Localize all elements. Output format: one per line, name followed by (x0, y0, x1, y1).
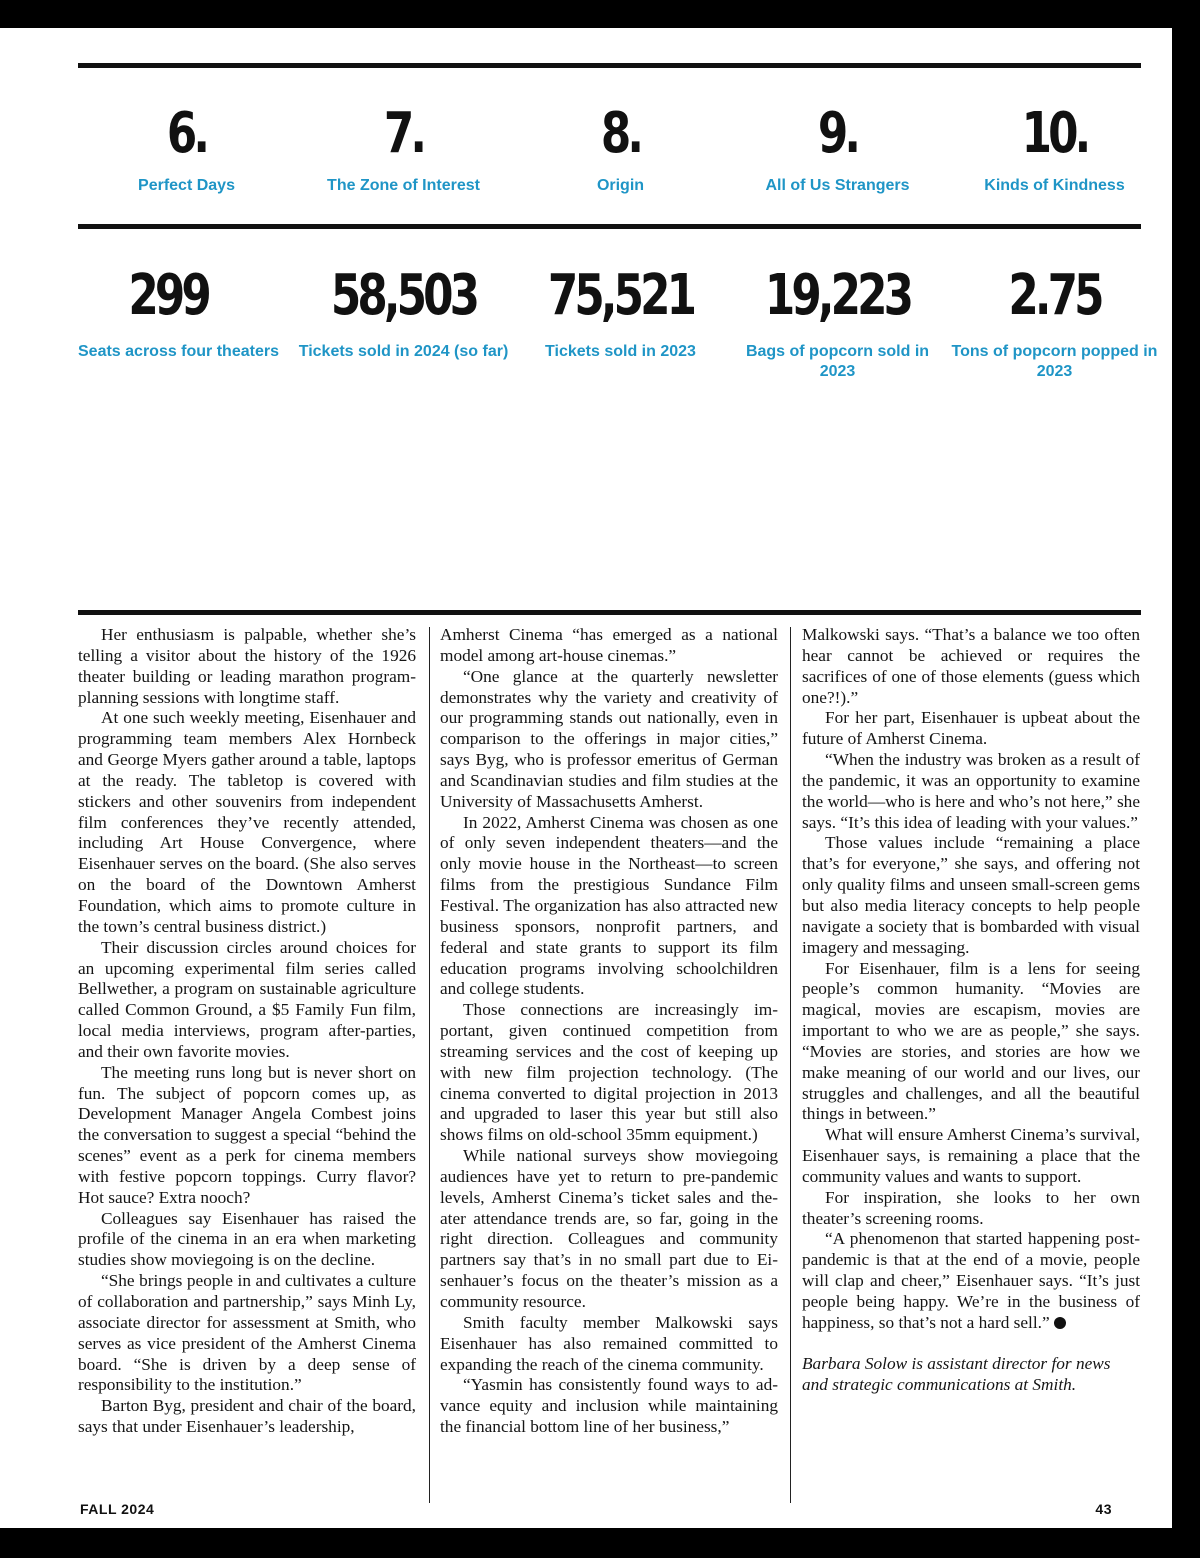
paragraph: Barton Byg, president and chair of the board, says that under Eisenhauer’s leadership, (78, 1396, 416, 1437)
film-title: Perfect Days (138, 177, 235, 194)
paragraph: While national surveys show moviegoing audiences have yet to return to pre-pandemic levels, Amherst Cinema’s ticket sales and theater attendance trends are, so far, going in the right direction. Colleagues and community partners say that’s in no small part due to Eisenhauer’s focus on the theater’s mission as a community resource. (440, 1146, 778, 1311)
paragraph: Malkowski says. “That’s a balance we too often hear cannot be achieved or requires the sacrifices of one of those elements (guess which one?!).” (802, 625, 1140, 707)
film-title: Kinds of Kindness (984, 177, 1125, 194)
paragraph: At one such weekly meeting, Eisenhauer and programming team members Alex Hornbeck and George Myers gather around a table, laptops at the ready. The tabletop is covered with stickers and other souvenirs from independent film conferences they’ve recently attended, including Art House Convergence, where Eisenhauer serves on the board. (She also serves on the board of the Downtown Amherst Foundation, which aims to promote culture in the town’s central business district.) (78, 708, 416, 936)
magazine-page (0, 28, 1172, 1528)
article-column-2 (440, 625, 778, 1438)
stat-label: Bags of popcorn sold in 2023 (745, 343, 930, 380)
paragraph: “When the industry was broken as a result of the pandemic, it was an opportunity to examine the world—who is here and who’s not here,” she says. “It’s this idea of leading with your values.” (802, 750, 1140, 832)
film-title: Origin (596, 177, 645, 194)
paragraph: Her enthusiasm is palpable, whether she’s telling a visitor about the history of the 1926 theater building or leading marathon program-planning sessions with longtime staff. (78, 625, 416, 707)
stat-value: 19,223 (764, 263, 911, 328)
ranking-item (729, 98, 946, 196)
end-mark-icon (1054, 1317, 1066, 1329)
film-title: The Zone of Interest (327, 177, 480, 194)
paragraph: Amherst Cinema “has emerged as a national model among art-house cinemas.” (440, 625, 778, 665)
rank-number: 9. (817, 101, 858, 166)
stat-item (512, 260, 729, 382)
article-rule (78, 610, 1141, 615)
paragraph: Colleagues say Eisenhauer has raised the profile of the cinema in an era when marketing studies show moviegoing is on the decline. (78, 1208, 416, 1270)
stat-label: Seats across four theaters (78, 343, 279, 360)
stat-label: Tickets sold in 2024 (so far) (298, 343, 509, 360)
article-body (78, 625, 1141, 1515)
ranking-item (295, 98, 512, 196)
column-divider (429, 627, 430, 1503)
stat-value: 2.75 (1008, 263, 1101, 328)
paragraph: “Yasmin has consistently found ways to advance equity and inclusion while maintaining the financial bottom line of her business,” (440, 1375, 778, 1437)
stat-item (295, 260, 512, 382)
stat-item (78, 260, 295, 382)
rank-number: 6. (166, 101, 207, 166)
paragraph: Smith faculty member Malkowski says Eisenhauer has also remained committed to expanding the reach of the cinema community. (440, 1312, 778, 1374)
stat-value: 75,521 (547, 263, 694, 328)
final-paragraph-text: “A phenomenon that started happening post-pandemic is that at the end of a movie, people will clap and cheer,” Eisenhauer says. “It’s just people being happy. We’re in the business of happiness, so that’s not a hard sell.” (802, 1229, 1140, 1332)
paragraph: What will ensure Amherst Cinema’s survival, Eisenhauer says, is remaining a place that the community values and wants to support. (802, 1125, 1140, 1186)
paragraph: Their discussion circles around choices for an upcoming experimental film series called Bellwether, a program on sustainable agriculture called Common Ground, a $5 Family Fun film, local media interviews, program after-parties, and their own favorite movies. (78, 937, 416, 1061)
top-rule (78, 63, 1141, 68)
final-paragraph (802, 1229, 1140, 1333)
issue-label: FALL 2024 (80, 1501, 155, 1517)
paragraph: “She brings people in and cultivates a culture of collaboration and partnership,” says Minh Ly, associate director for assessment at Smith, who serves as vice president of the Amherst Cinema board. “She is driven by a deep sense of responsibility to the institution.” (78, 1271, 416, 1395)
author-bio: Barbara Solow is assistant director for news and strategic communications at Smith. (802, 1353, 1111, 1394)
rank-number: 7. (383, 101, 424, 166)
paragraph: Those connections are increasingly important, given continued competition from streaming services and the cost of keeping up with new film projection technology. (The cinema converted to digital projection in 2013 and upgraded to laser this year but still also shows films on old-school 35mm equipment.) (440, 1000, 778, 1145)
ranking-item (946, 98, 1163, 196)
rank-number: 8. (600, 101, 641, 166)
article-column-3 (802, 625, 1140, 1395)
cinema-stats (78, 260, 1158, 382)
stat-label: Tons of popcorn popped in 2023 (951, 343, 1158, 380)
stat-label: Tickets sold in 2023 (545, 343, 696, 360)
stat-value: 58,503 (330, 263, 477, 328)
paragraph: Those values include “remaining a place that’s for everyone,” she says, and offering not only quality films and unseen small-screen gems but also media literacy concepts to help people navigate a society that is bombarded with visual imagery and messaging. (802, 833, 1140, 957)
paragraph: For inspiration, she looks to her own theater’s screening rooms. (802, 1187, 1140, 1228)
rank-number: 10. (1021, 101, 1088, 166)
film-title: All of Us Strangers (765, 177, 910, 194)
paragraph: “One glance at the quarterly newsletter demonstrates why the variety and creativity of our programming stands out nationally, even in comparison to the offerings in major cities,” says Byg, who is professor emeritus of German and Scandinavian studies and film studies at the University of Massachusetts Amherst. (440, 666, 778, 811)
paragraph: The meeting runs long but is never short on fun. The subject of popcorn comes up, as Development Manager Angela Combest joins the conversation to suggest a special “behind the scenes” event as a perk for cinema members with festive popcorn toppings. Curry flavor? Hot sauce? Extra nooch? (78, 1062, 416, 1207)
middle-rule (78, 224, 1141, 229)
ranking-item (512, 98, 729, 196)
paragraph: In 2022, Amherst Cinema was chosen as one of only seven independent theaters—and the only movie house in the Northeast—to screen films from the prestigious Sundance Film Festival. The organization has also attracted new business sponsors, nonprofit partners, and federal and state grants to support its film education programs involving schoolchildren and college students. (440, 812, 778, 999)
stat-value: 299 (128, 263, 208, 328)
stat-item (729, 260, 946, 382)
page-number: 43 (1095, 1501, 1112, 1517)
column-divider (790, 627, 791, 1503)
ranking-item (78, 98, 295, 196)
film-rankings (78, 98, 1141, 196)
paragraph: For her part, Eisenhauer is upbeat about the future of Amherst Cinema. (802, 708, 1140, 749)
article-column-1 (78, 625, 416, 1438)
paragraph: For Eisenhauer, film is a lens for seeing people’s common humanity. “Movies are magical, movies are escapism, movies are important to who we are as people,” she says. “Movies are stories, and stories are how we make meaning of our world and our lives, our struggles and challenges, and all the beautiful things in between.” (802, 958, 1140, 1124)
stat-item (946, 260, 1163, 382)
